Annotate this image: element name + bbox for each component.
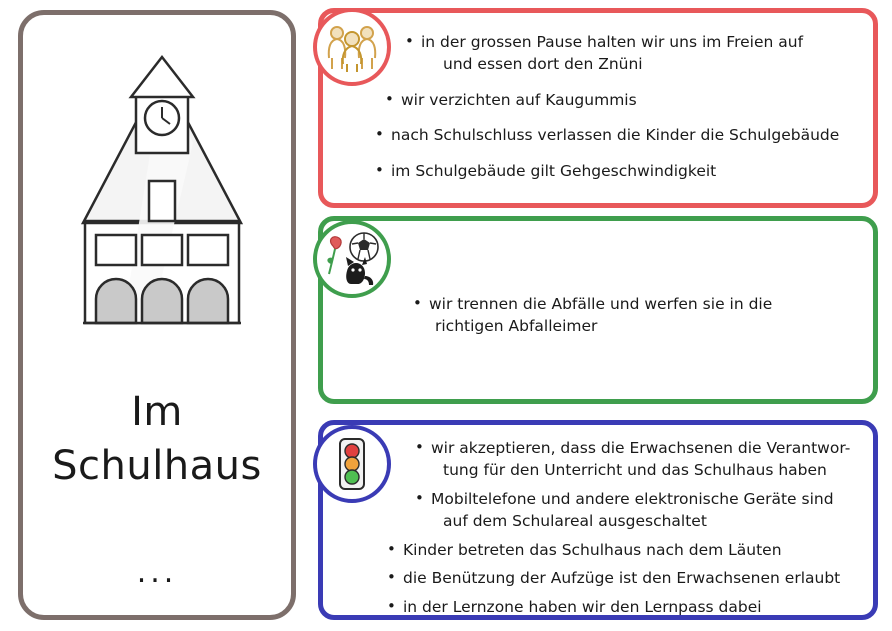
children-group-icon [313,8,391,86]
schoolhouse-illustration [23,23,291,353]
rules-box-red [318,8,878,208]
rules-box-green [318,216,878,404]
rule-text-cont: tung für den Unterricht und das Schulhaus haben [443,461,827,480]
rule-item [387,567,863,589]
rule-item [413,293,843,338]
rule-text: in der Lernzone haben wir den Lernpass dabei [403,597,762,616]
rule-text-cont: auf dem Schulareal ausgeschaltet [443,512,707,531]
rule-text: wir verzichten auf Kaugummis [401,90,637,109]
rule-text: im Schulgebäude gilt Gehgeschwindigkeit [391,161,717,180]
rule-item [387,596,863,618]
rule-text: die Benützung der Aufzüge ist den Erwachsenen erlaubt [403,569,841,588]
rule-item [415,488,863,533]
rule-text-cont: richtigen Abfalleimer [435,317,598,336]
rules-box-blue [318,420,878,620]
rule-item [415,437,863,482]
rule-item [387,539,863,561]
rule-text: Kinder betreten das Schulhaus nach dem Läuten [403,540,782,559]
card-title [23,385,291,493]
flower-ball-cat-icon [313,220,391,298]
rules-list-red [391,31,857,195]
card-title-line2: Schulhaus [52,443,262,489]
rules-list-green [413,293,843,338]
rule-item [375,124,857,146]
card-title-line1: Im [131,389,183,435]
schoolhouse-card [18,10,296,620]
rule-text: wir trennen die Abfälle und werfen sie in die [429,295,773,313]
rules-list-blue [403,437,863,624]
rule-item [375,160,857,182]
rule-text-cont: und essen dort den Znüni [443,55,643,74]
rule-text: wir akzeptieren, dass die Erwachsenen die Verantwor- [431,439,851,457]
rule-item [385,89,857,111]
card-ellipsis: ... [136,555,178,590]
rule-text: in der grossen Pause halten wir uns im Freien auf [421,33,804,51]
traffic-light-icon [313,425,391,503]
rule-text: nach Schulschluss verlassen die Kinder die Schulgebäude [391,126,840,145]
rule-text: Mobiltelefone und andere elektronische Geräte sind [431,489,834,508]
rule-item [405,31,857,76]
